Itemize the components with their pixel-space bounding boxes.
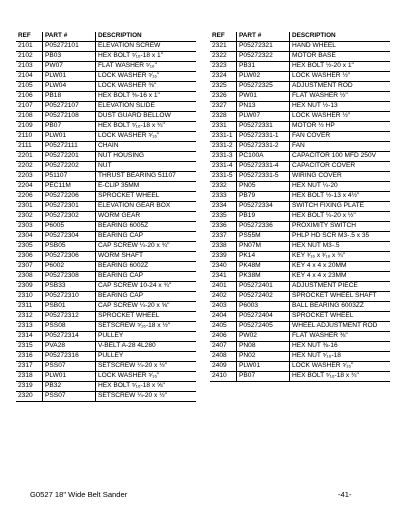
part-number-cell: P05272312 — [43, 312, 96, 322]
ref-cell: 2106 — [16, 92, 43, 102]
table-row — [16, 92, 196, 102]
part-number-cell: PN02 — [237, 352, 290, 362]
description-cell: BEARING CAP — [96, 272, 197, 282]
part-number-cell: P05272331-1 — [237, 132, 290, 142]
table-row — [210, 122, 390, 132]
part-number-cell: P05272206 — [43, 192, 96, 202]
ref-cell: 2201 — [16, 152, 43, 162]
part-number-cell: P6002 — [43, 262, 96, 272]
parts-table-right — [210, 32, 390, 382]
ref-cell: 2313 — [16, 322, 43, 332]
ref-cell: 2317 — [16, 362, 43, 372]
table-row — [210, 102, 390, 112]
ref-cell: 2304 — [16, 232, 43, 242]
ref-cell: 2103 — [16, 62, 43, 72]
table-row — [210, 242, 390, 252]
table-header-row — [16, 32, 196, 42]
table-row — [16, 152, 196, 162]
description-cell: SWITCH FIXING PLATE — [290, 202, 391, 212]
part-number-cell: PLW07 — [237, 112, 290, 122]
table-row — [16, 172, 196, 182]
table-row — [16, 292, 196, 302]
table-row — [210, 92, 390, 102]
ref-cell: 2321 — [210, 42, 237, 52]
ref-cell: 2323 — [210, 62, 237, 72]
description-cell: ADJUSTMENT ROD — [290, 82, 391, 92]
part-number-cell: PK14 — [237, 252, 290, 262]
part-number-cell: PSS07 — [43, 362, 96, 372]
description-cell: SETSCREW ¼-20 x ½" — [96, 362, 197, 372]
part-number-cell: PB18 — [43, 92, 96, 102]
part-number-cell: P05272107 — [43, 102, 96, 112]
table-row — [16, 302, 196, 312]
ref-cell: 2402 — [210, 292, 237, 302]
ref-cell: 2401 — [210, 282, 237, 292]
table-row — [16, 282, 196, 292]
description-cell: SPROCKET WHEEL SHAFT — [290, 292, 391, 302]
ref-cell: 2339 — [210, 252, 237, 262]
description-cell: WORM GEAR — [96, 212, 197, 222]
ref-cell: 2326 — [210, 92, 237, 102]
table-row — [210, 272, 390, 282]
ref-cell: 2312 — [16, 312, 43, 322]
table-row — [16, 312, 196, 322]
ref-cell: 2407 — [210, 342, 237, 352]
ref-cell: 2320 — [16, 392, 43, 402]
ref-column-header: REF — [16, 32, 43, 42]
table-row — [210, 362, 390, 372]
description-cell: LOCK WASHER ⁵⁄₁₆" — [96, 72, 197, 82]
table-row — [16, 362, 196, 372]
part-number-cell: P05272331-4 — [237, 162, 290, 172]
ref-cell: 2322 — [210, 52, 237, 62]
ref-cell: 2331-3 — [210, 152, 237, 162]
part-number-cell: P05272306 — [43, 252, 96, 262]
ref-column-header: REF — [210, 32, 237, 42]
table-row — [16, 252, 196, 262]
table-row — [210, 192, 390, 202]
ref-cell: 2109 — [16, 122, 43, 132]
part-number-cell: PLW01 — [43, 132, 96, 142]
description-cell: PHLP HD SCR M3-.5 x 35 — [290, 232, 391, 242]
part-number-cell: P05272334 — [237, 202, 290, 212]
ref-cell: 2309 — [16, 282, 43, 292]
part-number-cell: PW01 — [237, 92, 290, 102]
table-row — [210, 252, 390, 262]
footer-title: G0527 18" Wide Belt Sander — [30, 490, 128, 499]
ref-cell: 2310 — [16, 292, 43, 302]
table-row — [16, 232, 196, 242]
description-cell: HEX BOLT ⅜-16 x 1" — [96, 92, 197, 102]
part-number-cell: P05272108 — [43, 112, 96, 122]
part-number-cell: P05272401 — [237, 282, 290, 292]
description-cell: FAN — [290, 142, 391, 152]
ref-cell: 2101 — [16, 42, 43, 52]
description-cell: BEARING 6005Z — [96, 222, 197, 232]
part-number-cell: PSS07 — [43, 392, 96, 402]
part-column-header: PART # — [43, 32, 96, 42]
table-row — [210, 202, 390, 212]
parts-table-left — [16, 32, 196, 402]
ref-cell: 2332 — [210, 182, 237, 192]
table-row — [210, 152, 390, 162]
table-row — [16, 132, 196, 142]
part-number-cell: PSB33 — [43, 282, 96, 292]
description-cell: PULLEY — [96, 332, 197, 342]
part-number-cell: P05272325 — [237, 82, 290, 92]
description-cell: NUT HOUSING — [96, 152, 197, 162]
table-row — [16, 352, 196, 362]
table-row — [16, 372, 196, 382]
description-cell: FLAT WASHER ⁵⁄₁₆" — [96, 62, 197, 72]
ref-cell: 2409 — [210, 362, 237, 372]
description-cell: FLAT WASHER ½" — [290, 92, 391, 102]
description-cell: WIRING COVER — [290, 172, 391, 182]
table-row — [16, 262, 196, 272]
part-number-cell: P05272331 — [237, 122, 290, 132]
table-row — [210, 352, 390, 362]
parts-table-left-body — [16, 42, 196, 402]
table-row — [16, 42, 196, 52]
part-number-cell: PLW01 — [237, 362, 290, 372]
part-number-cell: PB31 — [237, 62, 290, 72]
table-row — [16, 332, 196, 342]
description-cell: BEARING 6002Z — [96, 262, 197, 272]
ref-cell: 2334 — [210, 202, 237, 212]
description-cell: BEARING CAP — [96, 292, 197, 302]
description-cell: ADJUSTMENT PIECE — [290, 282, 391, 292]
description-column-header: DESCRIPTION — [290, 32, 391, 42]
ref-cell: 2324 — [210, 72, 237, 82]
description-cell: KEY ³⁄₁₆ x ³⁄₁₆ x ¾" — [290, 252, 391, 262]
ref-cell: 2102 — [16, 52, 43, 62]
description-cell: SPROCKET WHEEL — [96, 192, 197, 202]
ref-cell: 2318 — [16, 372, 43, 382]
ref-cell: 2108 — [16, 112, 43, 122]
table-row — [210, 312, 390, 322]
part-number-cell: P05272316 — [43, 352, 96, 362]
description-cell: FLAT WASHER ⅜" — [290, 332, 391, 342]
table-row — [210, 212, 390, 222]
description-cell: ELEVATION SLIDE — [96, 102, 197, 112]
part-number-cell: PB07 — [237, 372, 290, 382]
ref-cell: 2303 — [16, 222, 43, 232]
table-row — [210, 42, 390, 52]
table-row — [210, 222, 390, 232]
table-row — [16, 52, 196, 62]
table-row — [210, 62, 390, 72]
ref-cell: 2331 — [210, 122, 237, 132]
description-cell: CHAIN — [96, 142, 197, 152]
part-number-cell: P6003 — [237, 302, 290, 312]
table-row — [16, 72, 196, 82]
ref-cell: 2338 — [210, 242, 237, 252]
ref-cell: 2104 — [16, 72, 43, 82]
part-number-cell: PW07 — [43, 62, 96, 72]
ref-cell: 2107 — [16, 102, 43, 112]
ref-cell: 2410 — [210, 372, 237, 382]
description-cell: DUST GUARD BELLOW — [96, 112, 197, 122]
description-cell: HEX BOLT ½-13 x 4½" — [290, 192, 391, 202]
part-number-cell: PLW01 — [43, 372, 96, 382]
description-cell: HAND WHEEL — [290, 42, 391, 52]
description-cell: LOCK WASHER ⅜" — [96, 82, 197, 92]
part-number-cell: PN08 — [237, 342, 290, 352]
description-cell: SETSCREW ¼-20 x ½" — [96, 392, 197, 402]
description-cell: KEY 4 x 4 x 23MM — [290, 272, 391, 282]
description-cell: ELEVATION GEAR BOX — [96, 202, 197, 212]
table-row — [16, 342, 196, 352]
table-row — [210, 182, 390, 192]
ref-cell: 2301 — [16, 202, 43, 212]
description-cell: WHEEL ADJUSTMENT ROD — [290, 322, 391, 332]
ref-cell: 2305 — [16, 242, 43, 252]
part-number-cell: P05272301 — [43, 202, 96, 212]
table-row — [16, 212, 196, 222]
part-number-cell: P05272201 — [43, 152, 96, 162]
description-cell: ELEVATION SCREW — [96, 42, 197, 52]
table-row — [210, 322, 390, 332]
part-number-cell: PN07M — [237, 242, 290, 252]
ref-cell: 2341 — [210, 272, 237, 282]
description-cell: MOTOR BASE — [290, 52, 391, 62]
part-number-cell: PEC11M — [43, 182, 96, 192]
table-row — [210, 262, 390, 272]
part-number-cell: P05272331-5 — [237, 172, 290, 182]
description-cell: SPROCKET WHEEL — [290, 312, 391, 322]
ref-cell: 2315 — [16, 342, 43, 352]
description-cell: CAP SCREW ¼-20 x ¾" — [96, 242, 197, 252]
table-header-row — [210, 32, 390, 42]
description-cell: E-CLIP 35MM — [96, 182, 197, 192]
description-cell: HEX NUT M3-.5 — [290, 242, 391, 252]
ref-cell: 2325 — [210, 82, 237, 92]
description-cell: HEX BOLT ⁵⁄₁₆-18 x ¾" — [290, 372, 391, 382]
table-row — [210, 172, 390, 182]
ref-cell: 2308 — [16, 272, 43, 282]
part-number-cell: PN05 — [237, 182, 290, 192]
table-row — [16, 392, 196, 402]
table-row — [16, 322, 196, 332]
description-cell: HEX BOLT ⁵⁄₁₆-18 x ¾" — [96, 122, 197, 132]
description-cell: LOCK WASHER ⁵⁄₁₆" — [290, 362, 391, 372]
ref-cell: 2307 — [16, 262, 43, 272]
ref-cell: 2340 — [210, 262, 237, 272]
ref-cell: 2336 — [210, 222, 237, 232]
part-number-cell: PK48M — [237, 262, 290, 272]
description-cell: CAPACITOR 100 MFD 250V — [290, 152, 391, 162]
description-cell: PROXIMITY SWITCH — [290, 222, 391, 232]
part-number-cell: P05272321 — [237, 42, 290, 52]
table-row — [16, 222, 196, 232]
table-row — [210, 132, 390, 142]
ref-cell: 2328 — [210, 112, 237, 122]
description-cell: V-BELT A-28 4L280 — [96, 342, 197, 352]
ref-cell: 2314 — [16, 332, 43, 342]
ref-cell: 2408 — [210, 352, 237, 362]
part-number-cell: P05272331-2 — [237, 142, 290, 152]
table-row — [210, 332, 390, 342]
ref-cell: 2335 — [210, 212, 237, 222]
description-cell: BEARING CAP — [96, 232, 197, 242]
ref-cell: 2306 — [16, 252, 43, 262]
description-cell: HEX NUT ⁵⁄₁₆-18 — [290, 352, 391, 362]
table-row — [210, 302, 390, 312]
description-cell: CAP SCREW ¼-20 x ⅝" — [96, 302, 197, 312]
description-cell: BALL BEARING 6003ZZ — [290, 302, 391, 312]
ref-cell: 2202 — [16, 162, 43, 172]
description-cell: LOCK WASHER ½" — [290, 112, 391, 122]
part-number-cell: PSB01 — [43, 302, 96, 312]
table-row — [16, 242, 196, 252]
table-row — [16, 122, 196, 132]
part-number-cell: PN13 — [237, 102, 290, 112]
description-cell: HEX NUT ¼-20 — [290, 182, 391, 192]
ref-cell: 2337 — [210, 232, 237, 242]
table-row — [210, 232, 390, 242]
description-cell: HEX NUT ½-13 — [290, 102, 391, 112]
part-number-cell: P05272111 — [43, 142, 96, 152]
part-number-cell: PSB05 — [43, 242, 96, 252]
part-number-cell: P05272322 — [237, 52, 290, 62]
part-number-cell: PSS08 — [43, 322, 96, 332]
part-number-cell: P05272202 — [43, 162, 96, 172]
description-cell: MOTOR ½ HP — [290, 122, 391, 132]
table-row — [16, 182, 196, 192]
description-cell: FAN COVER — [290, 132, 391, 142]
part-number-cell: PLW01 — [43, 72, 96, 82]
table-row — [16, 62, 196, 72]
ref-cell: 2331-4 — [210, 162, 237, 172]
part-number-cell: PLW04 — [43, 82, 96, 92]
part-number-cell: PB79 — [237, 192, 290, 202]
ref-cell: 2404 — [210, 312, 237, 322]
parts-table-right-body — [210, 42, 390, 382]
part-number-cell: PVA28 — [43, 342, 96, 352]
description-cell: THRUST BEARING 51107 — [96, 172, 197, 182]
ref-cell: 2316 — [16, 352, 43, 362]
table-row — [210, 282, 390, 292]
part-number-cell: PB03 — [43, 52, 96, 62]
part-number-cell: PS55M — [237, 232, 290, 242]
description-cell: LOCK WASHER ½" — [290, 72, 391, 82]
part-number-cell: PC100A — [237, 152, 290, 162]
ref-cell: 2204 — [16, 182, 43, 192]
ref-cell: 2110 — [16, 132, 43, 142]
part-number-cell: P05272304 — [43, 232, 96, 242]
table-row — [16, 202, 196, 212]
table-row — [210, 82, 390, 92]
ref-cell: 2403 — [210, 302, 237, 312]
description-column-header: DESCRIPTION — [96, 32, 197, 42]
part-column-header: PART # — [237, 32, 290, 42]
table-row — [16, 162, 196, 172]
description-cell: HEX BOLT ⁵⁄₁₆-18 x 1" — [96, 52, 197, 62]
ref-cell: 2331-5 — [210, 172, 237, 182]
table-row — [16, 102, 196, 112]
description-cell: SPROCKET WHEEL — [96, 312, 197, 322]
ref-cell: 2203 — [16, 172, 43, 182]
table-row — [210, 342, 390, 352]
ref-cell: 2206 — [16, 192, 43, 202]
table-row — [16, 112, 196, 122]
part-number-cell: P05272404 — [237, 312, 290, 322]
part-number-cell: P05272308 — [43, 272, 96, 282]
ref-cell: 2327 — [210, 102, 237, 112]
description-cell: LOCK WASHER ⁵⁄₁₆" — [96, 132, 197, 142]
ref-cell: 2105 — [16, 82, 43, 92]
description-cell: HEX BOLT ¼-20 x ½" — [290, 212, 391, 222]
description-cell: SETSCREW ⁵⁄₁₆-18 x ½" — [96, 322, 197, 332]
part-number-cell: P51107 — [43, 172, 96, 182]
table-row — [210, 112, 390, 122]
part-number-cell: PB32 — [43, 382, 96, 392]
description-cell: PULLEY — [96, 352, 197, 362]
ref-cell: 2331-1 — [210, 132, 237, 142]
description-cell: CAPACITOR COVER — [290, 162, 391, 172]
ref-cell: 2406 — [210, 332, 237, 342]
table-row — [16, 192, 196, 202]
description-cell: NUT — [96, 162, 197, 172]
description-cell: WORM SHAFT — [96, 252, 197, 262]
description-cell: CAP SCREW 10-24 x ¾" — [96, 282, 197, 292]
table-row — [210, 292, 390, 302]
table-row — [210, 142, 390, 152]
page-number: -41- — [338, 490, 352, 499]
part-number-cell: P05272101 — [43, 42, 96, 52]
table-row — [16, 382, 196, 392]
ref-cell: 2319 — [16, 382, 43, 392]
description-cell: HEX BOLT ⁵⁄₁₆-18 x ⅝" — [96, 382, 197, 392]
ref-cell: 2311 — [16, 302, 43, 312]
ref-cell: 2331-2 — [210, 142, 237, 152]
description-cell: HEX NUT ⅜-16 — [290, 342, 391, 352]
part-number-cell: P05272405 — [237, 322, 290, 332]
table-row — [210, 372, 390, 382]
table-row — [16, 142, 196, 152]
part-number-cell: P05272302 — [43, 212, 96, 222]
part-number-cell: PK38M — [237, 272, 290, 282]
part-number-cell: P05272314 — [43, 332, 96, 342]
ref-cell: 2405 — [210, 322, 237, 332]
ref-cell: 2111 — [16, 142, 43, 152]
part-number-cell: PW02 — [237, 332, 290, 342]
ref-cell: 2333 — [210, 192, 237, 202]
part-number-cell: PB07 — [43, 122, 96, 132]
table-row — [210, 52, 390, 62]
part-number-cell: P05272310 — [43, 292, 96, 302]
part-number-cell: PB19 — [237, 212, 290, 222]
table-row — [16, 272, 196, 282]
part-number-cell: PLW02 — [237, 72, 290, 82]
table-row — [16, 82, 196, 92]
description-cell: KEY 4 x 4 x 20MM — [290, 262, 391, 272]
description-cell: LOCK WASHER ⁵⁄₁₆" — [96, 372, 197, 382]
table-row — [210, 72, 390, 82]
description-cell: HEX BOLT ½-20 x 1" — [290, 62, 391, 72]
table-row — [210, 162, 390, 172]
ref-cell: 2302 — [16, 212, 43, 222]
part-number-cell: P05272336 — [237, 222, 290, 232]
part-number-cell: P6005 — [43, 222, 96, 232]
part-number-cell: P05272402 — [237, 292, 290, 302]
